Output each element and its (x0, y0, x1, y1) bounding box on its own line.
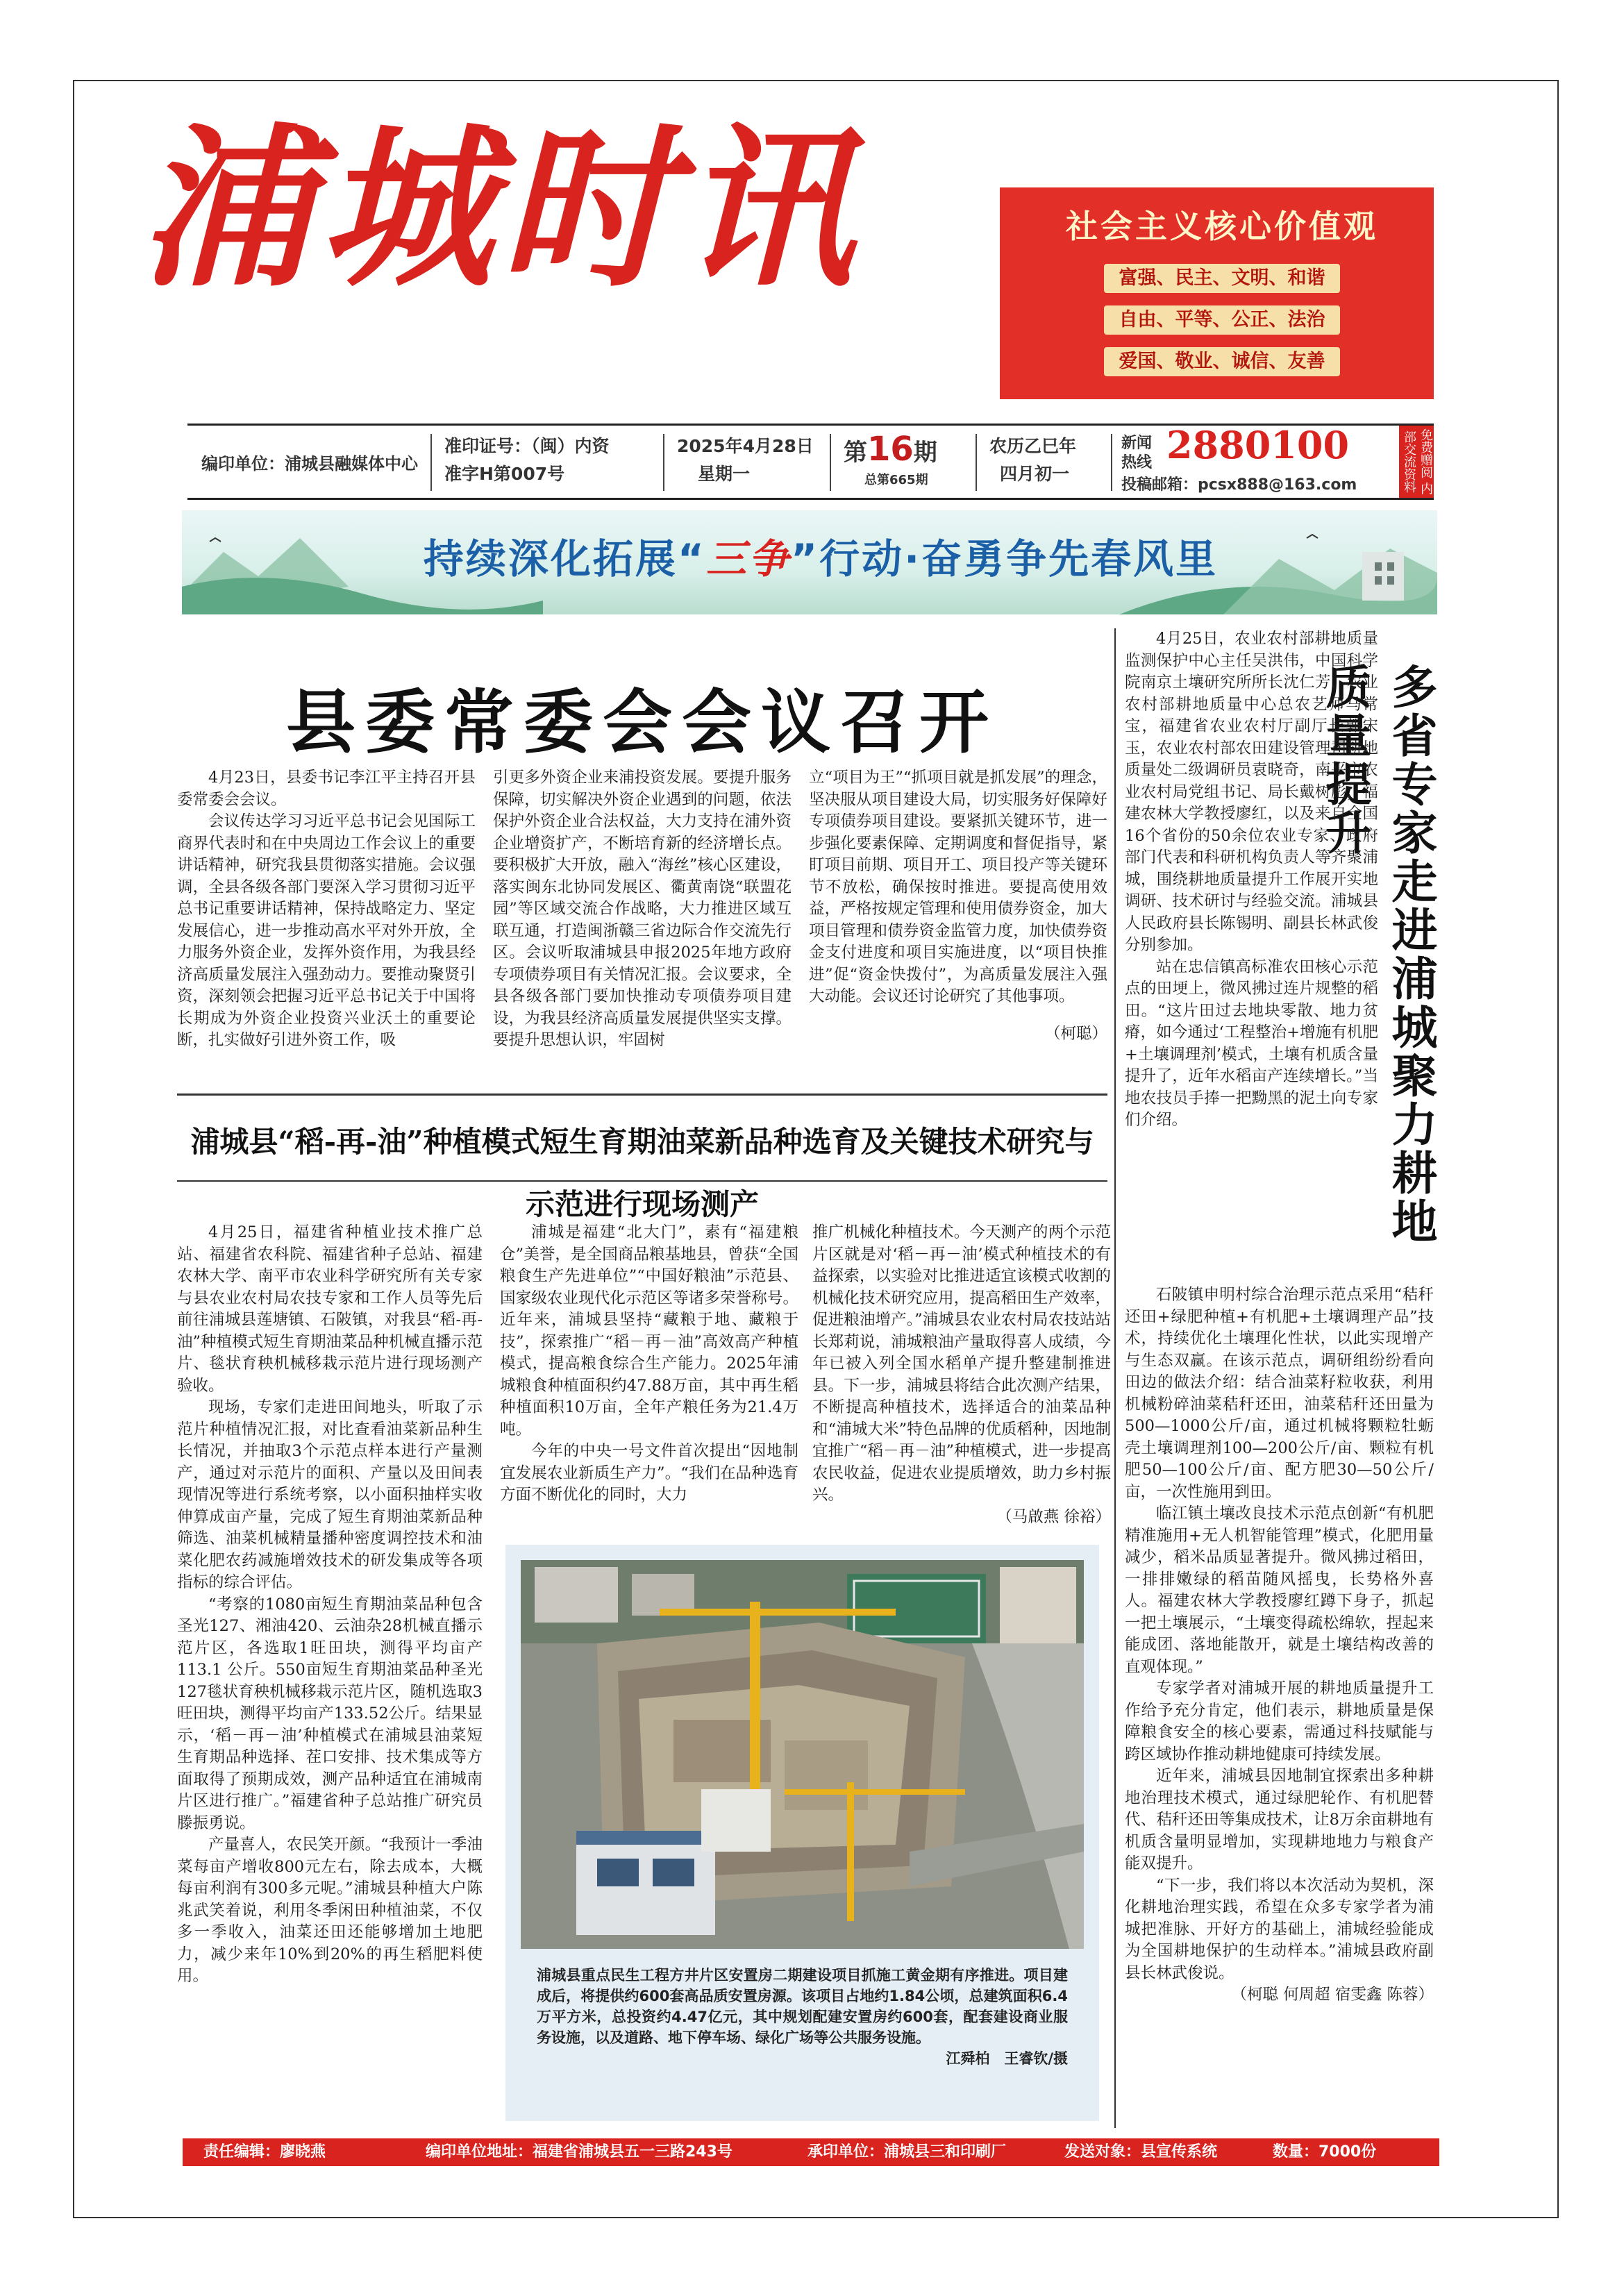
article-headline-vertical: 多省专家走进浦城聚力耕地质量提升 (1318, 663, 1438, 1246)
core-values-box (1000, 187, 1434, 399)
hotline-number: 2880100 (1166, 423, 1350, 467)
footer-printer: 承印单位：浦城县三和印刷厂 (807, 2143, 1007, 2161)
paragraph: 浦城是福建“北大门”，素有“福建粮仓”美誉，是全国商品粮基地县，曾获“全国粮食生产先进单位”“中国好粮油”示范县、国家级农业现代化示范区等诸多荣誉称号。近年来，浦城县坚持“藏粮于地、藏粮于技”，探索推广“稻－再－油”高效高产种植模式，提高粮食综合生产能力。2025年浦城粮食种植面积约47.88万亩，其中再生稻种植面积10万亩，全年产粮任务为21.4万吨。 (500, 1223, 798, 1439)
divider (177, 1093, 1107, 1096)
article-column (500, 1222, 798, 1531)
article-column (1125, 628, 1378, 1281)
issue-number: 第16期 (844, 430, 937, 469)
core-values-heading: 社会主义核心价值观 (1066, 208, 1378, 245)
permit-line-1: 准印证号：（闽）内资 (444, 436, 610, 456)
lunar-date-2: 四月初一 (1000, 464, 1070, 484)
article-column (809, 767, 1107, 1080)
divider (663, 434, 664, 491)
divider (976, 434, 977, 491)
photo-credit: 江舜柏 王睿钦/摄 (946, 2050, 1068, 2067)
article-column (812, 1222, 1111, 1531)
paragraph: 今年的中央一号文件首次提出“因地制宜发展农业新质生产力”。“我们在品种选育方面不断优化的同时，大力 (500, 1442, 798, 1504)
issue-weekday: 星期一 (698, 464, 751, 484)
paragraph: 4月23日，县委书记李江平主持召开县委常委会会议。 (177, 769, 476, 809)
divider (430, 434, 432, 491)
footer-editor: 责任编辑：廖晓燕 (203, 2143, 326, 2161)
construction-site-photo (521, 1560, 1084, 1949)
issue-info-bar (187, 424, 1434, 500)
contribution-email: 投稿邮箱：pcsx888@163.com (1121, 476, 1357, 494)
divider (177, 1180, 1107, 1182)
paragraph: “考察的1080亩短生育期油菜品种包含圣光127、湘油420、云油杂28机械直播示范片区，各选取1旺田块，测得平均亩产113.1 公斤。550亩短生育期油菜品种圣光127毯状育秧机械移栽示范片区，随机选取3旺田块，测得平均亩产133.52公斤。结果显示，‘稻－再－油’种植模式在浦城县油菜短生育期品种选择、茬口安排、技术集成等方面取得了预期成效，测产品种适宜在浦城南片区进行推广。”福建省种子总站推广研究员滕振勇说。 (177, 1595, 483, 1832)
construction-site-illustration (521, 1560, 1084, 1949)
article-headline: 县委常委会会议召开 (286, 682, 998, 763)
paragraph: 近年来，浦城县因地制宜探索出多种耕地治理技术模式，通过绿肥轮作、有机肥替代、秸秆还田等集成技术，让8万余亩耕地有机质含量明显增加，实现耕地地力与粮食产能双提升。 (1125, 1767, 1434, 1872)
permit-line-2: 准字H第007号 (444, 464, 565, 484)
newspaper-title: 浦城时讯 (139, 106, 861, 310)
core-values-line: 爱国、敬业、诚信、友善 (1104, 347, 1340, 376)
news-photo-box (505, 1545, 1099, 2121)
total-issue: 总第665期 (864, 473, 928, 487)
divider (830, 434, 831, 491)
divider (1114, 628, 1116, 2128)
paragraph: 站在忠信镇高标准农田核心示范点的田埂上，微风拂过连片规整的稻田。“这片田过去地块零散、地力贫瘠，如今通过‘工程整治+增施有机肥+土壤调理剂’模式，土壤有机质含量提升了，近年水稻亩产连续增长。”当地农技员手捧一把黝黑的泥土向专家们介绍。 (1125, 957, 1378, 1129)
footer-bar (183, 2138, 1439, 2166)
paragraph: 4月25日，福建省种植业技术推广总站、福建省农科院、福建省种子总站、福建农林大学、南平市农业科学研究所有关专家与县农业农村局农技专家和工作人员等先后前往浦城县莲塘镇、石陂镇，对我县“稻-再-油”种植模式短生育期油菜品种机械直播示范片、毯状育秧机械移栽示范片进行现场测产验收。 (177, 1223, 483, 1395)
paragraph: 会议传达学习习近平总书记会见国际工商界代表时和在中央周边工作会议上的重要讲话精神，研究我县贯彻落实措施。会议强调，全县各级各部门要深入学习贯彻习近平总书记重要讲话精神，保持战略定力、坚定发展信心，进一步推动高水平对外开放，全力服务外资企业，发挥外资作用，为我县经济高质量发展注入强劲动力。要推动聚贤引资，深刻领会把握习近平总书记关于中国将长期成为外资企业投资兴业沃土的重要论断，扎实做好引进外资工作，吸 (177, 812, 476, 1049)
lunar-date-1: 农历乙巳年 (989, 436, 1077, 456)
paragraph: “下一步，我们将以本次活动为契机，深化耕地治理实践，希望在众多专家学者为浦城把准脉、开好方的基础上，浦城经验能成为全国耕地保护的生动样本。”浦城县政府副县长林武俊说。 (1125, 1876, 1434, 1982)
divider (1111, 434, 1112, 491)
photo-caption (537, 1965, 1068, 2111)
paragraph: 4月25日，农业农村部耕地质量监测保护中心主任吴洪伟，中国科学院南京土壤研究所所长沈仁芳，农业农村部耕地质量中心总农艺师马常宝，福建省农业农村厅副厅长郭宋玉，农业农村部农田建设管理司耕地质量处二级调研员袁晓奇，南平市农业农村局党组书记、局长戴树彪，福建农林大学教授廖红，以及来自全国16个省份的50余位农业专家、政府部门代表和科研机构负责人等齐聚浦城，围绕耕地质量提升工作展开实地调研、技术研讨与经验交流。浦城县人民政府县长陈锡明、副县长林武俊分别参加。 (1125, 630, 1378, 954)
issue-date: 2025年4月28日 (677, 436, 814, 456)
paragraph: 现场，专家们走进田间地头，听取了示范片种植情况汇报，对比查看油菜新品种生长情况，并抽取3个示范点样本进行产量测产，通过对示范片的面积、产量以及田间表现情况等进行系统考察，以小面积抽样实收伸算成亩产量，完成了短生育期油菜新品种筛选、油菜机械精量播种密度调控技术和油菜化肥农药减施增效技术的研发集成等各项指标的综合评估。 (177, 1398, 483, 1591)
core-values-line: 富强、民主、文明、和谐 (1104, 264, 1340, 293)
footer-address: 编印单位地址：福建省浦城县五一三路243号 (426, 2143, 733, 2161)
editor-unit: 编印单位：浦城县融媒体中心 (201, 454, 418, 474)
hotline-label: 新闻 (1121, 435, 1153, 452)
caption-text: 浦城县重点民生工程方井片区安置房二期建设项目抓施工黄金期有序推进。项目建成后，将提供约600套高品质安置房源。该项目占地约1.84公顷，总建筑面积6.4万平方米，总投资约4.47亿元，其中规划配建安置房约600套，配套建设商业服务设施，以及道路、地下停车场、绿化广场等公共服务设施。 (537, 1967, 1068, 2046)
footer-audience: 发送对象：县宣传系统 (1064, 2143, 1218, 2161)
byline: （柯聪） (1044, 1024, 1107, 1043)
banner-slogan: 持续深化拓展“三争”行动·奋勇争先春风里 (423, 535, 1219, 583)
byline: （马啟燕 徐裕） (996, 1507, 1111, 1526)
paragraph: 立“项目为王”“抓项目就是抓发展”的理念，坚决服从项目建设大局，切实服务好保障好专项债券项目建设。要紧抓关键环节，进一步强化要素保障、定期调度和督促指导，紧盯项目前期、项目开工、项目投产等关键环节不放松，确保按时推进。要提高使用效益，严格按规定管理和使用债券资金，加大项目管理和债券资金监管力度，加快债券资金支付进度和项目实施进度，以“项目快推进”促“资金快拨付”，为高质量发展注入强大动能。会议还讨论研究了其他事项。 (809, 769, 1107, 1005)
hotline-label: 热线 (1121, 454, 1153, 471)
article-column (493, 767, 792, 1080)
paragraph: 推广机械化种植技术。今天测产的两个示范片区就是对‘稻－再－油’模式种植技术的有益探索，以实验对比推进适宜该模式收割的机械化技术研究应用，提高稻田生产效率，促进粮油增产。”浦城县农业农村局农技站站长郑莉说，浦城粮油产量取得喜人成绩，今年已被入列全国水稻单产提升整建制推进县。下一步，浦城县将结合此次测产结果，不断提高种植技术，选择适合的油菜品种和“浦城大米”特色品牌的优质稻种，因地制宜推广“稻－再－油”种植模式，进一步提高农民收益，促进农业提质增效，助力乡村振兴。 (812, 1223, 1111, 1504)
article-column (1125, 1284, 1434, 2128)
article-column (177, 767, 476, 1080)
paragraph: 石陂镇申明村综合治理示范点采用“秸秆还田+绿肥种植+有机肥+土壤调理产品”技术，持续优化土壤理化性状，以此实现增产与生态双赢。在该示范点，调研组纷纷看向田边的做法介绍：结合油菜籽粒收获，利用机械粉碎油菜秸秆还田，油菜秸秆还田量为500—1000公斤/亩，通过机械将颗粒牡蛎壳土壤调理剂100—200公斤/亩、颗粒有机肥50—100公斤/亩、配方肥30—50公斤/亩，一次性施用到田。 (1125, 1286, 1434, 1501)
core-values-line: 自由、平等、公正、法治 (1104, 305, 1340, 335)
byline: （柯聪 何周超 宿雯鑫 陈蓉） (1231, 1986, 1434, 2004)
paragraph: 引更多外资企业来浦投资发展。要提升服务保障，切实解决外资企业遇到的问题，依法保护外资企业合法权益，大力支持在浦外资企业增资扩产，不断培育新的经济增长点。要积极扩大开放，融入“海丝”核心区建设，落实闽东北协同发展区、衢黄南饶“联盟花园”等区域交流合作战略，大力推进区域互联互通，打造闽浙赣三省边际合作交流先行区。会议听取浦城县申报2025年地方政府专项债券项目有关情况汇报。会议要求，全县各级各部门要加快推动专项债券项目建设，为我县经济高质量发展提供坚实支撑。要提升思想认识，牢固树 (493, 769, 792, 1049)
footer-quantity: 数量：7000份 (1273, 2143, 1377, 2161)
article-headline: 浦城县“稻-再-油”种植模式短生育期油菜新品种选育及关键技术研究与示范进行现场测产 (190, 1125, 1094, 1221)
paragraph: 产量喜人，农民笑开颜。“我预计一季油菜每亩产增收800元左右，除去成本，大概每亩利润有300多元呢。”浦城县种植大户陈兆武笑着说，利用冬季闲田种植油菜，不仅多一季收入，油菜还田还能够增加土地肥力，减少来年10%到20%的再生稻肥料使用。 (177, 1836, 483, 1985)
free-distribution-label: 免费赠阅 内部交流资料 (1399, 426, 1434, 498)
paragraph: 临江镇土壤改良技术示范点创新“有机肥精准施用+无人机智能管理”模式，化肥用量减少，稻米品质显著提升。微风拂过稻田，一排排嫩绿的稻苗随风摇曳，长势格外喜人。福建农林大学教授廖红蹲下身子，抓起一把土壤展示，“土壤变得疏松绵软，捏起来能成团、落地能散开，就是土壤结构改善的直观体现。” (1125, 1505, 1434, 1676)
campaign-banner (182, 510, 1437, 614)
paragraph: 专家学者对浦城开展的耕地质量提升工作给予充分肯定，他们表示，耕地质量是保障粮食安全的核心要素，需通过科技赋能与跨区域协作推动耕地健康可持续发展。 (1125, 1679, 1434, 1763)
article-column (177, 1222, 483, 2128)
